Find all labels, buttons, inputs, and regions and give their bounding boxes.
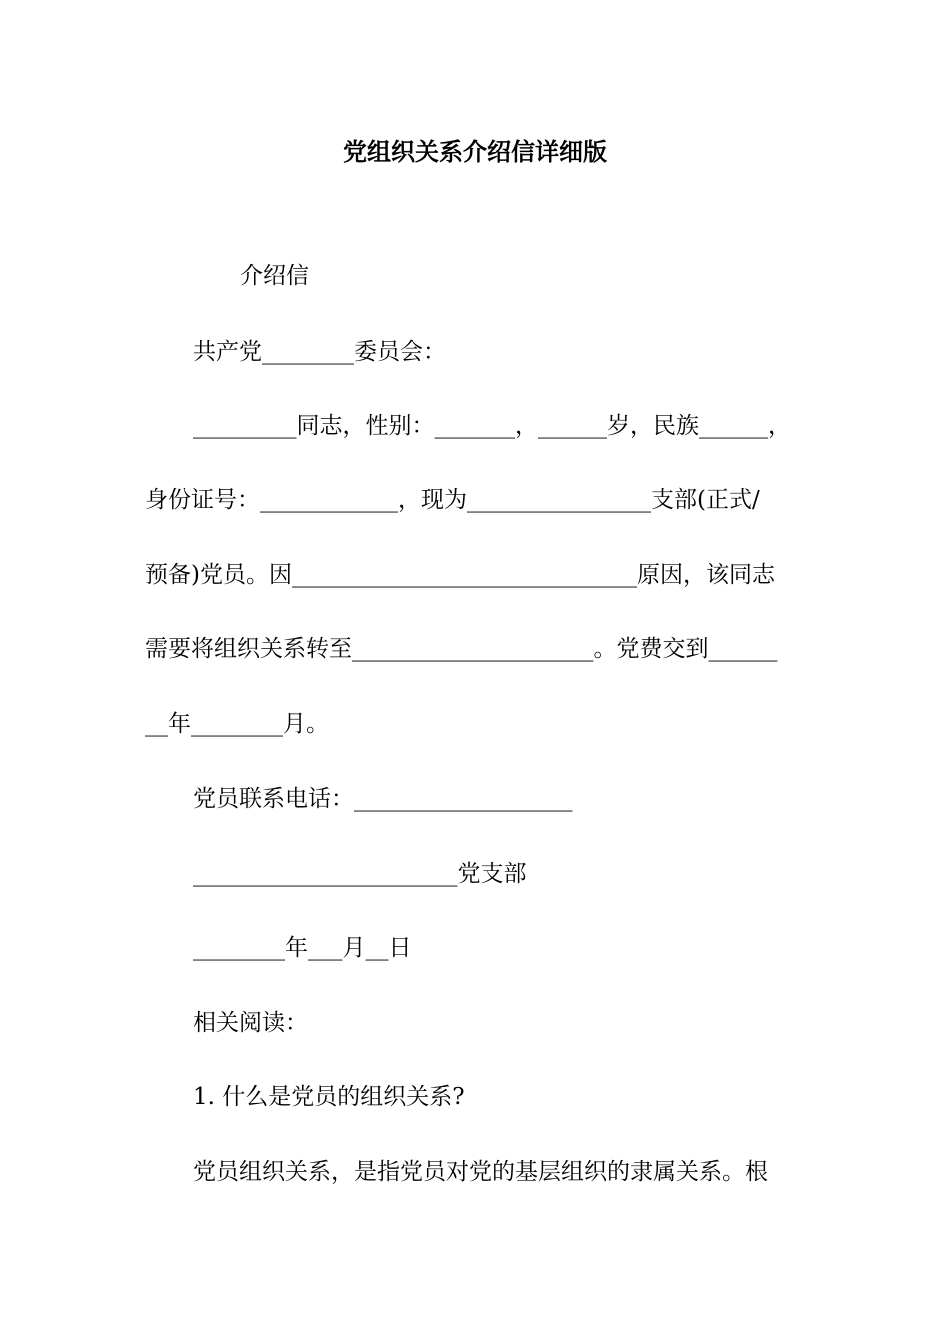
addressee-line: 共产党________委员会：: [193, 339, 446, 365]
reason-line: 预备)党员。因______________________________原因，该同志: [145, 562, 775, 588]
letter-heading: 介绍信: [240, 263, 309, 289]
member-info-line: _________同志，性别：_______，______岁，民族______，: [193, 413, 791, 439]
dues-date-line: __年________月。: [145, 711, 329, 737]
transfer-line: 需要将组织关系转至_____________________。党费交到______: [145, 636, 778, 662]
question-heading: 1. 什么是党员的组织关系?: [193, 1084, 465, 1110]
phone-line: 党员联系电话：___________________: [193, 786, 573, 812]
date-line: ________年___月__日: [193, 935, 412, 961]
document-title: 党组织关系介绍信详细版: [343, 137, 607, 166]
related-reading-heading: 相关阅读：: [193, 1010, 308, 1036]
signing-branch-line: _______________________党支部: [193, 861, 527, 887]
id-branch-line: 身份证号：____________，现为________________支部(正式/: [145, 487, 760, 513]
answer-paragraph: 党员组织关系，是指党员对党的基层组织的隶属关系。根: [193, 1159, 768, 1185]
